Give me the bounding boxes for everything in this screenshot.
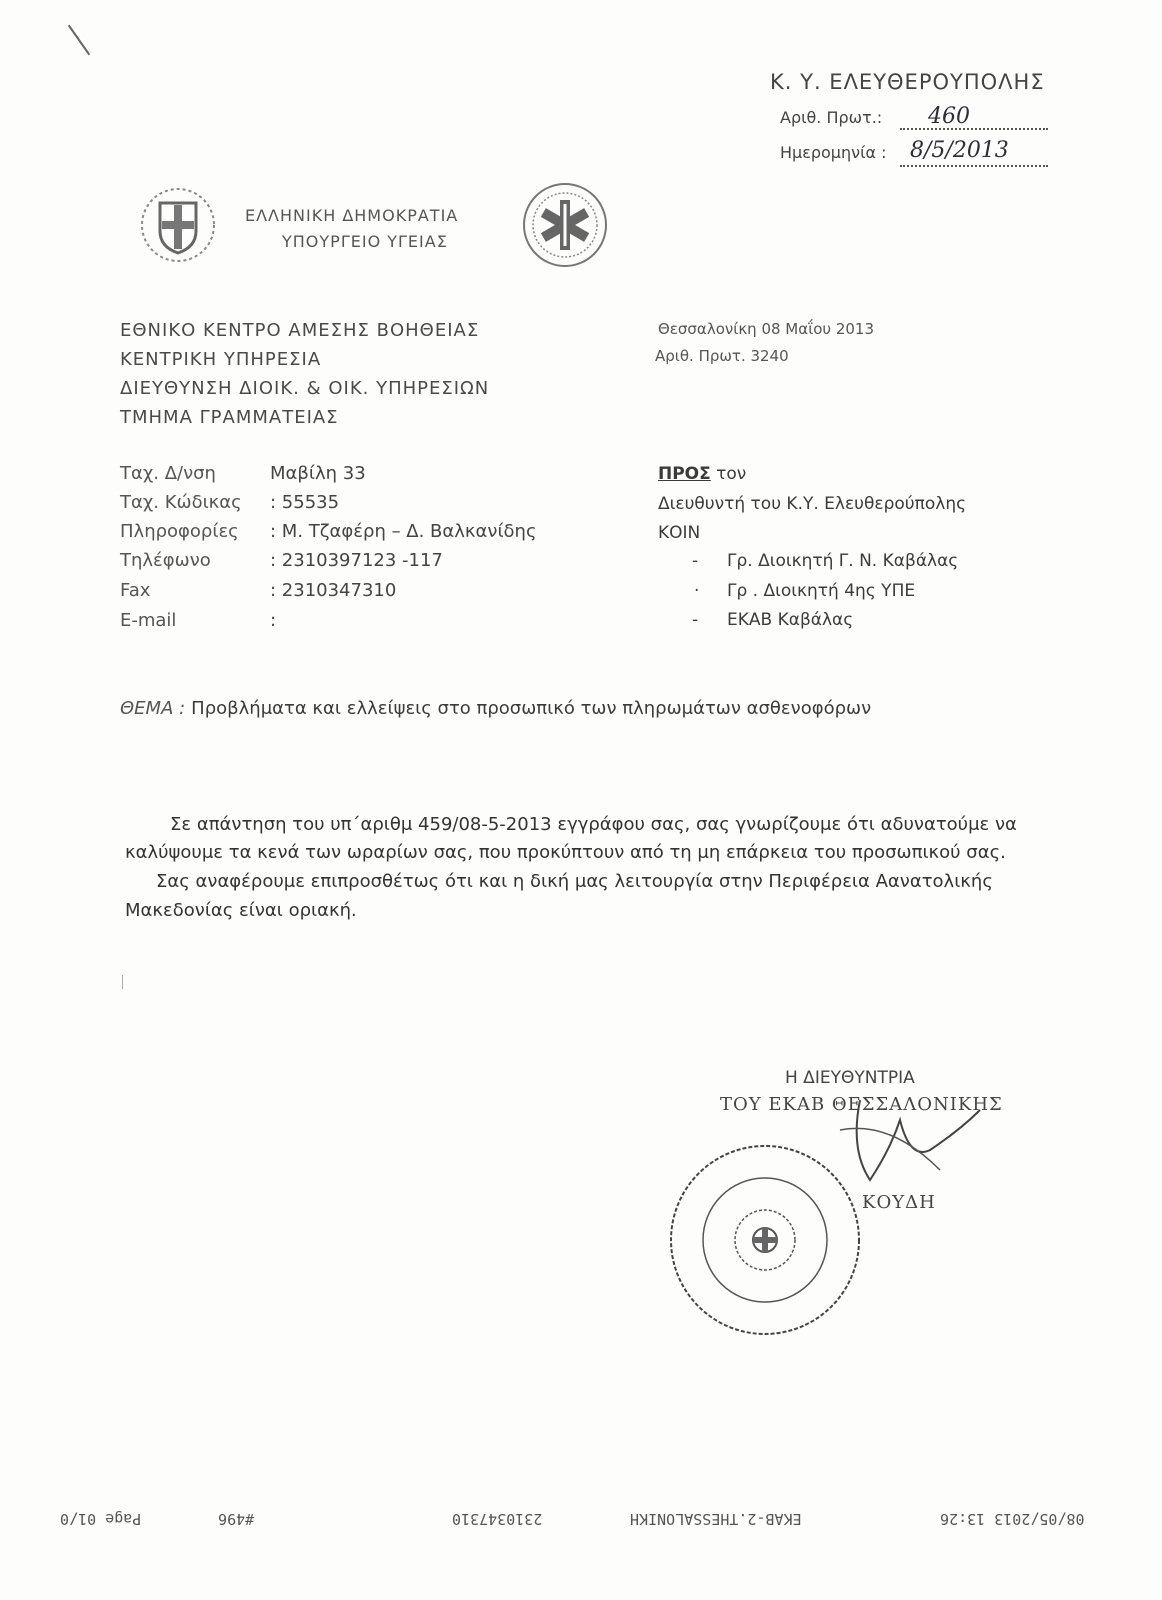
signature-title: Η ΔΙΕΥΘΥΝΤΡΙΑ — [785, 1068, 915, 1088]
contact-value-fax: : 2310347310 — [270, 580, 397, 601]
fax-footer-datetime: 08/05/2013 13:26 — [940, 1510, 1085, 1528]
ekab-star-of-life-emblem — [520, 180, 610, 270]
received-protocol-value: 460 — [928, 104, 970, 129]
recipient-cc-label: ΚΟΙΝ — [658, 523, 701, 543]
cc-item-3: ΕΚΑΒ Καβάλας — [727, 610, 854, 630]
subject-text: Προβλήματα και ελλείψεις στο προσωπικό των πληρωμάτων ασθενοφόρων — [191, 698, 872, 719]
contact-value-info: : Μ. Τζαφέρη – Δ. Βαλκανίδης — [270, 521, 537, 542]
greek-coat-of-arms-emblem — [138, 185, 218, 265]
sender-line-3: ΔΙΕΥΘΥΝΣΗ ΔΙΟΙΚ. & ΟΙΚ. ΥΠΗΡΕΣΙΩΝ — [120, 378, 490, 399]
contact-value-address: Μαβίλη 33 — [270, 463, 366, 484]
contact-label-email: E-mail — [120, 610, 177, 631]
cc-dash-2: · — [694, 581, 700, 601]
stray-mark — [68, 25, 90, 56]
contact-label-address: Ταχ. Δ/νση — [120, 463, 216, 484]
body-p2-line2: Μακεδονίας είναι οριακή. — [125, 900, 357, 921]
cc-dash-1: - — [692, 551, 699, 571]
fax-footer-job: #496 — [218, 1510, 255, 1528]
contact-value-postcode: : 55535 — [270, 492, 340, 513]
subject-label: ΘΕΜΑ : — [120, 698, 186, 719]
contact-label-fax: Fax — [120, 580, 151, 601]
contact-label-phone: Τηλέφωνο — [120, 550, 211, 571]
stray-mark-left — [122, 975, 123, 989]
official-round-seal — [665, 1140, 865, 1340]
recipient-main: Διευθυντή του Κ.Υ. Ελευθερούπολης — [658, 494, 967, 514]
contact-label-info: Πληροφορίες — [120, 521, 239, 542]
body-p2-line1: Σας αναφέρουμε επιπροσθέτως ότι και η δική μας λειτουργία στην Περιφέρεια Αανατολικής — [156, 871, 993, 892]
recipient-to — [658, 464, 746, 484]
recipient-to-label: ΠΡΟΣ — [658, 464, 711, 484]
body-p1-line1: Σε απάντηση του υπ΄αριθμ 459/08-5-2013 εγγράφου σας, σας γνωρίζουμε ότι αδυνατούμε να — [170, 814, 1017, 835]
sender-line-1: ΕΘΝΙΚΟ ΚΕΝΤΡΟ ΑΜΕΣΗΣ ΒΟΗΘΕΙΑΣ — [120, 320, 480, 341]
sender-line-4: ΤΜΗΜΑ ΓΡΑΜΜΑΤΕΙΑΣ — [120, 407, 339, 428]
received-protocol-label: Αριθ. Πρωτ.: — [780, 108, 883, 127]
cc-item-2: Γρ . Διοικητή 4ης ΥΠΕ — [727, 581, 916, 601]
fax-footer-sender: ΕΚΑΒ-2.THESSALONIKH — [630, 1510, 802, 1528]
cc-item-1: Γρ. Διοικητή Γ. Ν. Καβάλας — [727, 551, 959, 571]
body-p1-line2: καλύψουμε τα κενά των ωραρίων σας, που προκύπτουν από τη μη επάρκεια του προσωπικού σας. — [125, 842, 1006, 863]
fax-footer-page: Page 01/0 — [60, 1510, 142, 1528]
contact-value-email: : — [270, 610, 277, 631]
received-date-dots — [900, 165, 1048, 167]
cc-dash-3: - — [692, 610, 699, 630]
contact-label-postcode: Ταχ. Κώδικας — [120, 492, 242, 513]
sender-line-2: ΚΕΝΤΡΙΚΗ ΥΠΗΡΕΣΙΑ — [120, 349, 322, 370]
recipient-to-suffix: τον — [716, 464, 747, 484]
sender-protocol: Αριθ. Πρωτ. 3240 — [655, 347, 789, 365]
signature-organization: ΤΟΥ ΕΚΑΒ ΘΕΣΣΑΛΟΝΙΚΗΣ — [720, 1094, 1003, 1115]
signature-name-fragment: ΚΟΥΔΗ — [862, 1192, 936, 1213]
fax-footer-number: 2310347310 — [452, 1510, 543, 1528]
received-stamp-title: Κ. Υ. ΕΛΕΥΘΕΡΟΥΠΟΛΗΣ — [770, 70, 1045, 94]
place-date: Θεσσαλονίκη 08 Μαΐου 2013 — [658, 320, 874, 338]
received-date-value: 8/5/2013 — [910, 138, 1009, 163]
header-ministry: ΥΠΟΥΡΓΕΙΟ ΥΓΕΙΑΣ — [282, 232, 448, 251]
received-protocol-dots — [900, 128, 1048, 130]
header-republic: ΕΛΛΗΝΙΚΗ ΔΗΜΟΚΡΑΤΙΑ — [245, 206, 459, 225]
received-date-label: Ημερομηνία : — [780, 143, 887, 162]
subject-line — [120, 698, 871, 719]
contact-value-phone: : 2310397123 -117 — [270, 550, 443, 571]
